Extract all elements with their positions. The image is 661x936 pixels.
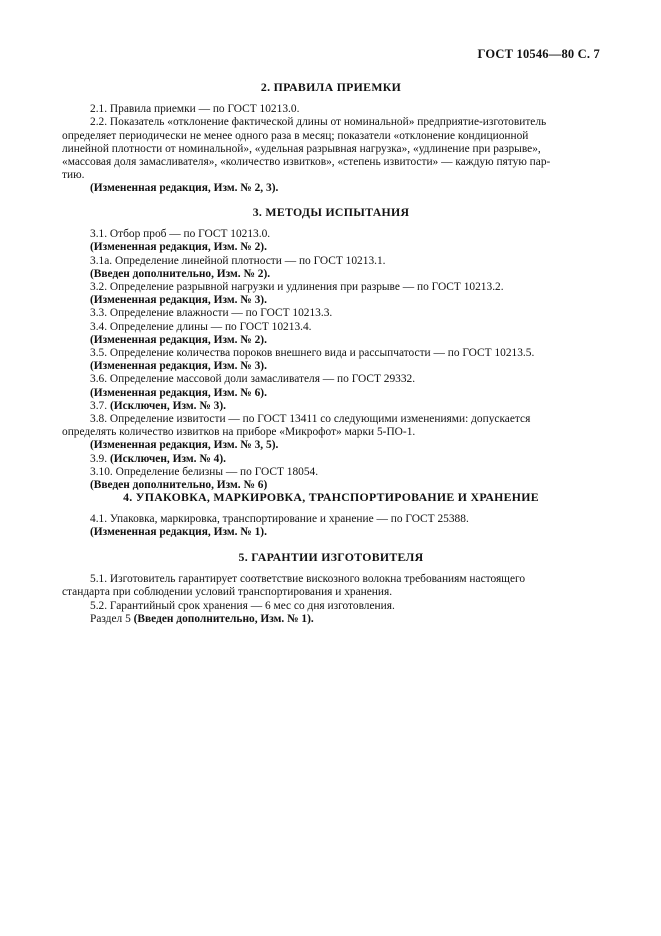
amendment-note-5: (Введен дополнительно, Изм. № 1). <box>133 612 314 625</box>
amendment-note-3-5: (Измененная редакция, Изм. № 3). <box>90 360 267 373</box>
item-4-1: 4.1. Упаковка, маркировка, транспортирование и хранение — по ГОСТ 25388. <box>90 513 469 526</box>
item-3-7 <box>62 400 600 413</box>
item-2-2-line-1: 2.2. Показатель «отклонение фактической длины от номинальной» предприятие-изготовитель <box>90 116 547 129</box>
section-2-heading: 2. ПРАВИЛА ПРИЕМКИ <box>260 80 402 94</box>
item-3-1a: 3.1а. Определение линейной плотности — по ГОСТ 10213.1. <box>90 254 386 267</box>
item-3-7-excluded: (Исключен, Изм. № 3). <box>109 399 226 412</box>
section-5-manufacturer-guarantees <box>62 551 600 626</box>
item-3-6: 3.6. Определение массовой доли замасливателя — по ГОСТ 29332. <box>90 373 416 386</box>
amendment-note-3-1a: (Введен дополнительно, Изм. № 2). <box>90 267 271 280</box>
item-2-2 <box>62 116 600 182</box>
item-3-10: 3.10. Определение белизны — по ГОСТ 18054. <box>90 465 319 478</box>
amendment-note-4-1: (Измененная редакция, Изм. № 1). <box>90 526 267 539</box>
item-5-2: 5.2. Гарантийный срок хранения — 6 мес со дня изготовления. <box>90 599 395 612</box>
amendment-note-3-10: (Введен дополнительно, Изм. № 6) <box>90 479 268 492</box>
amendment-note-3-6: (Измененная редакция, Изм. № 6). <box>90 386 267 399</box>
item-3-2: 3.2. Определение разрывной нагрузки и удлинения при разрыве — по ГОСТ 10213.2. <box>90 281 504 294</box>
item-3-1: 3.1. Отбор проб — по ГОСТ 10213.0. <box>90 228 271 241</box>
item-3-5: 3.5. Определение количества пороков внешнего вида и рассыпчатости — по ГОСТ 10213.5. <box>90 347 535 360</box>
amendment-note-3-1: (Измененная редакция, Изм. № 2). <box>90 241 267 254</box>
amendment-note-3-2: (Измененная редакция, Изм. № 3). <box>90 294 267 307</box>
section-3-test-methods <box>62 206 600 492</box>
item-3-8 <box>62 413 600 439</box>
item-3-9 <box>62 453 600 466</box>
item-2-2-line-2: определяет периодически не менее одного раза в месяц; показатели «отклонение кондиционной <box>62 129 529 142</box>
item-3-9-number: 3.9. <box>90 452 108 465</box>
section-3-heading: 3. МЕТОДЫ ИСПЫТАНИЯ <box>252 205 410 219</box>
section-5-prefix: Раздел 5 <box>90 612 131 625</box>
item-3-8-line-2: определять количество извитков на приборе «Микрофот» марки 5-ПО-1. <box>62 426 416 439</box>
section-5-heading: 5. ГАРАНТИИ ИЗГОТОВИТЕЛЯ <box>238 550 424 564</box>
item-3-7-number: 3.7. <box>90 399 108 412</box>
item-3-4: 3.4. Определение длины — по ГОСТ 10213.4. <box>90 320 312 333</box>
item-2-2-line-3: линейной плотности от номинальной», «удельная разрывная нагрузка», «удлинение при разрыве», <box>62 142 541 155</box>
amendment-note-3-4: (Измененная редакция, Изм. № 2). <box>90 333 267 346</box>
section-4-heading: 4. УПАКОВКА, МАРКИРОВКА, ТРАНСПОРТИРОВАНИЕ И ХРАНЕНИЕ <box>123 490 539 504</box>
item-3-8-line-1: 3.8. Определение извитости — по ГОСТ 13411 со следующими изменениями: допускается <box>90 413 531 426</box>
item-2-2-line-5: тию. <box>62 169 85 182</box>
item-3-3: 3.3. Определение влажности — по ГОСТ 10213.3. <box>90 307 333 320</box>
item-2-1: 2.1. Правила приемки — по ГОСТ 10213.0. <box>90 103 300 116</box>
item-5-1-line-2: стандарта при соблюдении условий транспортирования и хранения. <box>62 586 393 599</box>
amendment-note-2: (Измененная редакция, Изм. № 2, 3). <box>90 182 279 195</box>
running-head: ГОСТ 10546—80 С. 7 <box>477 47 600 61</box>
amendment-note-3-8: (Измененная редакция, Изм. № 3, 5). <box>90 439 279 452</box>
section-2-acceptance-rules <box>62 81 600 196</box>
item-5-1 <box>62 573 600 599</box>
section-5-amendment <box>62 613 600 626</box>
document-page <box>62 0 600 936</box>
item-3-9-excluded: (Исключен, Изм. № 4). <box>109 452 226 465</box>
item-5-1-line-1: 5.1. Изготовитель гарантирует соответствие вискозного волокна требованиям настоящего <box>90 573 526 586</box>
item-2-2-line-4: «массовая доля замасливателя», «количество извитков», «степень извитости» — каждую пятую пар- <box>62 156 551 169</box>
section-4-packaging <box>62 491 600 540</box>
